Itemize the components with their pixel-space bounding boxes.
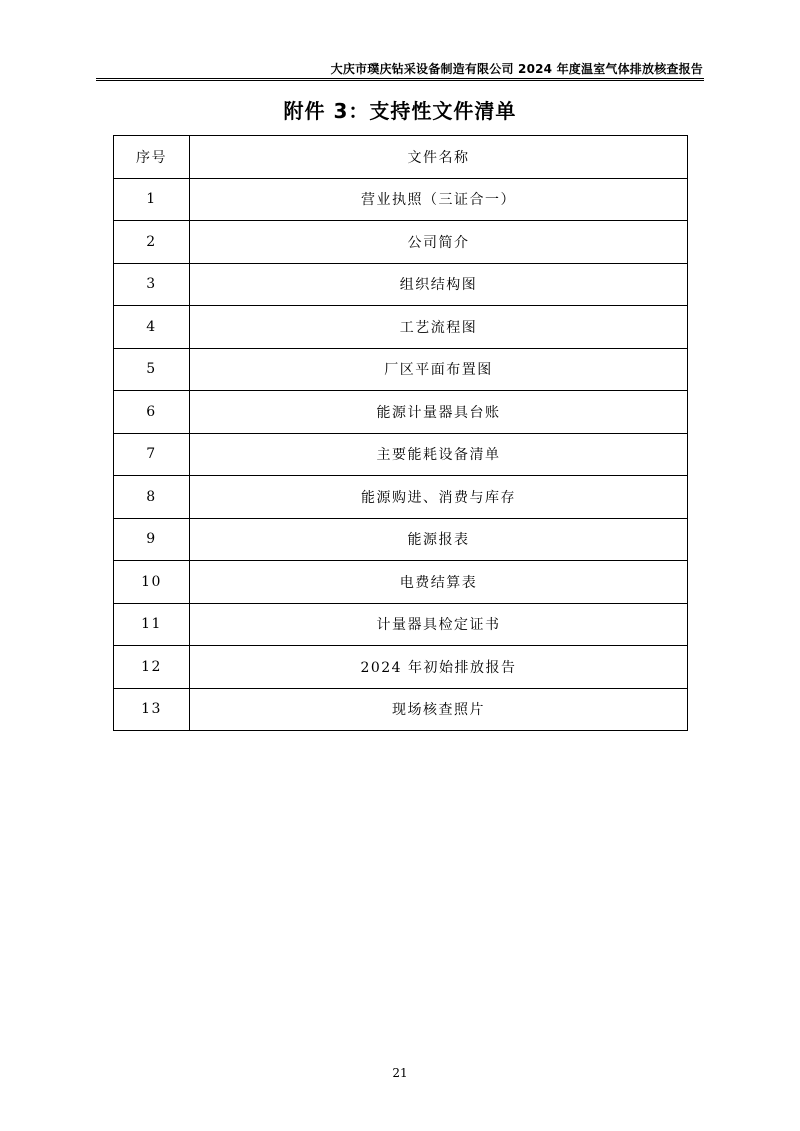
row-number: 12 xyxy=(114,646,190,689)
table-row xyxy=(114,561,688,604)
table-row xyxy=(114,476,688,519)
row-number: 11 xyxy=(114,603,190,646)
table-row xyxy=(114,603,688,646)
document-name: 厂区平面布置图 xyxy=(190,348,688,391)
row-number: 3 xyxy=(114,263,190,306)
table-row xyxy=(114,178,688,221)
row-number: 13 xyxy=(114,688,190,731)
table-row xyxy=(114,306,688,349)
document-name: 能源计量器具台账 xyxy=(190,391,688,434)
row-number: 6 xyxy=(114,391,190,434)
document-name: 2024 年初始排放报告 xyxy=(190,646,688,689)
column-header-document-name: 文件名称 xyxy=(190,136,688,179)
document-name: 电费结算表 xyxy=(190,561,688,604)
row-number: 7 xyxy=(114,433,190,476)
page-title: 附件 3：支持性文件清单 xyxy=(283,99,517,123)
document-name: 主要能耗设备清单 xyxy=(190,433,688,476)
row-number: 9 xyxy=(114,518,190,561)
header-divider xyxy=(96,78,704,81)
document-name: 能源报表 xyxy=(190,518,688,561)
table-row xyxy=(114,688,688,731)
table-row xyxy=(114,433,688,476)
table-row xyxy=(114,263,688,306)
table-header-row xyxy=(114,136,688,179)
row-number: 2 xyxy=(114,221,190,264)
running-header: 大庆市璞庆钻采设备制造有限公司 2024 年度温室气体排放核查报告 xyxy=(330,62,703,76)
row-number: 5 xyxy=(114,348,190,391)
document-name: 能源购进、消费与库存 xyxy=(190,476,688,519)
column-header-number: 序号 xyxy=(114,136,190,179)
document-name: 组织结构图 xyxy=(190,263,688,306)
document-name: 公司简介 xyxy=(190,221,688,264)
row-number: 10 xyxy=(114,561,190,604)
row-number: 8 xyxy=(114,476,190,519)
table-row xyxy=(114,391,688,434)
document-name: 计量器具检定证书 xyxy=(190,603,688,646)
table-row xyxy=(114,646,688,689)
document-name: 工艺流程图 xyxy=(190,306,688,349)
row-number: 1 xyxy=(114,178,190,221)
table-row xyxy=(114,518,688,561)
page-number: 21 xyxy=(392,1066,408,1080)
row-number: 4 xyxy=(114,306,190,349)
document-name: 现场核查照片 xyxy=(190,688,688,731)
table-row xyxy=(114,221,688,264)
document-name: 营业执照（三证合一） xyxy=(190,178,688,221)
table-row xyxy=(114,348,688,391)
supporting-documents-table xyxy=(113,135,688,731)
